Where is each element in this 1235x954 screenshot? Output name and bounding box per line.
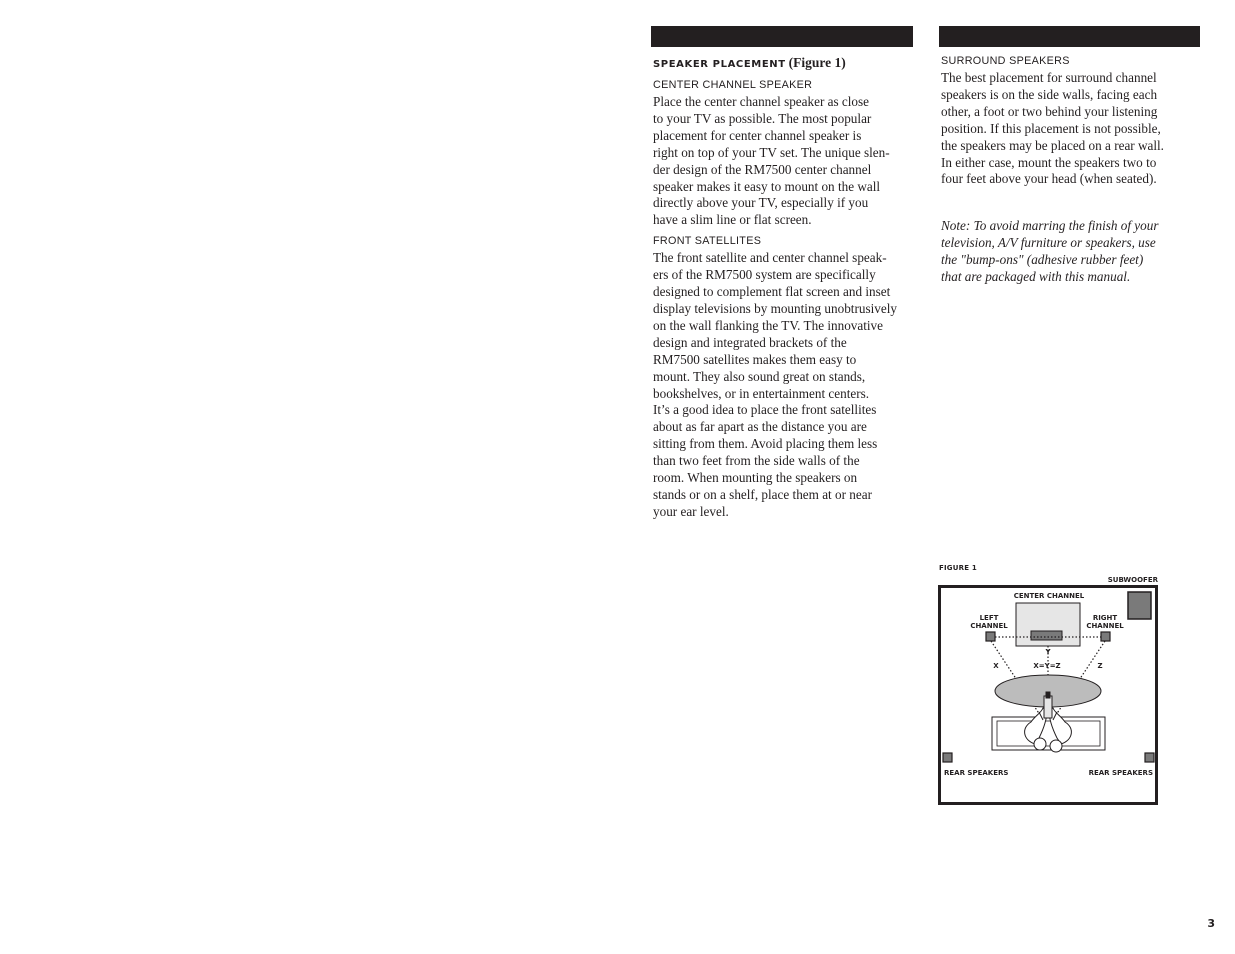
front-satellites-subheading: FRONT SATELLITES (653, 235, 762, 248)
left-speaker-icon (986, 632, 995, 641)
speaker-placement-heading (653, 54, 915, 72)
text-line: display televisions by mounting unobtrusively (653, 300, 897, 316)
center-channel-paragraph (653, 94, 915, 229)
text-line: have a slim line or flat screen. (653, 212, 812, 228)
left-channel-label-1: LEFT (979, 614, 999, 622)
text-line: mount. They also sound great on stands, (653, 368, 866, 384)
section-title: SPEAKER PLACEMENT (653, 59, 786, 70)
text-line: about as far apart as the distance you are (653, 419, 867, 435)
page-number: 3 (1207, 917, 1215, 930)
text-line: to your TV as possible. The most popular (653, 110, 872, 126)
text-line: Place the center channel speaker as close (653, 94, 870, 109)
speaker-placement-diagram (935, 570, 1165, 810)
text-line: The best placement for surround channel (941, 70, 1157, 85)
text-line: on the wall flanking the TV. The innovative (653, 317, 884, 333)
text-line: the speakers may be placed on a rear wall. (941, 137, 1164, 153)
text-line: RM7500 satellites makes them easy to (653, 351, 857, 367)
figure-label: FIGURE 1 (939, 564, 977, 572)
surround-paragraph (941, 70, 1203, 188)
text-line: right on top of your TV set. The unique slen- (653, 144, 890, 160)
text-line: sitting from them. Avoid placing them less (653, 436, 878, 452)
subwoofer-label: SUBWOOFER (1107, 576, 1158, 584)
text-line: position. If this placement is not possible, (941, 120, 1161, 136)
text-line: designed to complement flat screen and inset (653, 284, 891, 300)
text-line: that are packaged with this manual. (941, 269, 1131, 285)
speaker-placement-column (653, 54, 915, 521)
text-line: ers of the RM7500 system are specifically (653, 267, 876, 283)
front-satellites-paragraph (653, 250, 915, 521)
text-line: other, a foot or two behind your listening (941, 103, 1158, 119)
right-column-header-bar (939, 26, 1200, 47)
text-line: room. When mounting the speakers on (653, 470, 858, 486)
y-label: Y (1045, 648, 1051, 656)
rear-left-label: REAR SPEAKERS (944, 769, 1009, 777)
surround-column (941, 55, 1203, 286)
text-line: Note: To avoid marring the finish of your (941, 218, 1159, 234)
rear-right-label: REAR SPEAKERS (1088, 769, 1153, 777)
center-speaker-icon (1031, 631, 1062, 640)
text-line: It’s a good idea to place the front satellites (653, 402, 877, 418)
text-line: The front satellite and center channel speak- (653, 250, 887, 266)
center-channel-label: CENTER CHANNEL (1013, 592, 1085, 600)
subwoofer-icon (1128, 592, 1151, 619)
text-line: placement for center channel speaker is (653, 127, 862, 143)
z-label: Z (1097, 662, 1103, 670)
text-line: stands or on a shelf, place them at or near (653, 486, 872, 502)
left-column-header-bar (651, 26, 913, 47)
sofa-seat (997, 721, 1100, 746)
center-channel-subheading: CENTER CHANNEL SPEAKER (653, 79, 813, 91)
text-line: bookshelves, or in entertainment centers. (653, 385, 870, 401)
text-line: speaker makes it easy to mount on the wall (653, 178, 881, 194)
text-line: television, A/V furniture or speakers, use (941, 235, 1156, 251)
figure-reference: (Figure 1) (788, 55, 846, 70)
left-channel-label-2: CHANNEL (970, 622, 1008, 630)
text-line: your ear level. (653, 503, 729, 519)
right-channel-label-1: RIGHT (1092, 614, 1118, 622)
right-speaker-icon (1101, 632, 1110, 641)
text-line: In either case, mount the speakers two to (941, 154, 1157, 170)
right-channel-label-2: CHANNEL (1086, 622, 1124, 630)
note-paragraph (941, 218, 1203, 286)
equation-label: X=Y=Z (1033, 662, 1061, 670)
text-line: der design of the RM7500 center channel (653, 161, 872, 177)
x-label: X (993, 662, 999, 670)
rear-left-speaker-icon (943, 753, 952, 762)
surround-subheading: SURROUND SPEAKERS (941, 55, 1070, 67)
text-line: directly above your TV, especially if you (653, 195, 869, 211)
text-line: than two feet from the side walls of the (653, 453, 860, 469)
text-line: speakers is on the side walls, facing each (941, 86, 1158, 102)
text-line: four feet above your head (when seated). (941, 171, 1157, 187)
text-line: design and integrated brackets of the (653, 334, 847, 350)
text-line: the "bump-ons" (adhesive rubber feet) (941, 252, 1144, 268)
rear-right-speaker-icon (1145, 753, 1154, 762)
